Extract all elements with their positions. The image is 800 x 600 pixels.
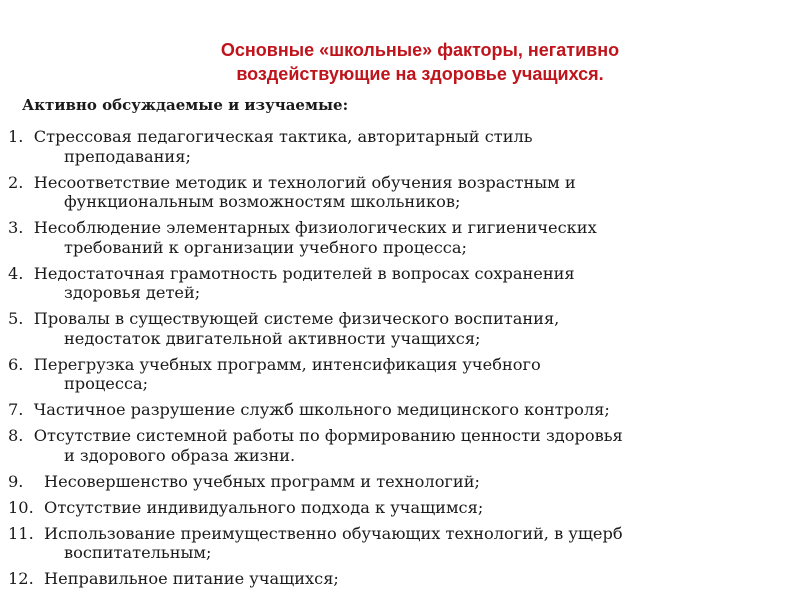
item-number: 3. xyxy=(8,218,24,237)
item-text: Провалы в существующей системе физического воспитания, xyxy=(33,309,560,328)
item-number: 2. xyxy=(8,172,24,192)
item-text: Отсутствие индивидуального подхода к учащимся; xyxy=(44,497,484,517)
item-text: Несоответствие методик и технологий обучения возрастным и xyxy=(33,172,576,192)
slide-title-line2: воздействующие на здоровье учащихся. xyxy=(236,64,604,84)
item-text: Несоблюдение элементарных физиологических и гигиенических xyxy=(33,218,597,237)
item-text: Недостаточная грамотность родителей в вопросах сохранения xyxy=(33,263,575,283)
item-number: 4. xyxy=(8,263,24,283)
factors-list xyxy=(8,127,800,595)
list-item xyxy=(8,355,800,394)
item-text-continued: недостаток двигательной активности учащихся; xyxy=(64,328,481,348)
slide-title xyxy=(80,38,760,86)
subtitle: Активно обсуждаемые и изучаемые: xyxy=(22,96,349,114)
item-text-continued: функциональным возможностям школьников; xyxy=(64,192,461,211)
list-item xyxy=(8,472,800,492)
item-number: 8. xyxy=(8,426,24,445)
item-text-continued: воспитательным; xyxy=(64,543,212,562)
item-text: Несовершенство учебных программ и технологий; xyxy=(44,471,480,491)
list-item xyxy=(8,264,800,303)
list-item xyxy=(8,309,800,348)
slide-title-line1: Основные «школьные» факторы, негативно xyxy=(220,40,620,60)
list-item xyxy=(8,498,800,518)
item-number: 5. xyxy=(8,309,24,328)
item-text: Стрессовая педагогическая тактика, авторитарный стиль xyxy=(33,127,533,146)
item-text-continued: требований к организации учебного процесса; xyxy=(64,237,467,257)
list-item xyxy=(8,127,800,166)
item-text-continued: процесса; xyxy=(64,374,149,393)
item-text: Использование преимущественно обучающих технологий, в ущерб xyxy=(44,523,623,543)
item-text-continued: здоровья детей; xyxy=(64,283,201,302)
list-item xyxy=(8,400,800,420)
list-item xyxy=(8,218,800,257)
item-number: 11. xyxy=(8,523,34,543)
item-number: 7. xyxy=(8,400,24,419)
item-number: 10. xyxy=(8,497,34,517)
list-item xyxy=(8,173,800,212)
item-number: 6. xyxy=(8,354,24,374)
item-text-continued: и здорового образа жизни. xyxy=(64,445,296,465)
item-text: Частичное разрушение служб школьного медицинского контроля; xyxy=(33,400,610,419)
item-text: Неправильное питание учащихся; xyxy=(44,569,339,588)
list-item xyxy=(8,569,800,589)
item-text-continued: преподавания; xyxy=(64,146,191,166)
item-number: 12. xyxy=(8,569,34,588)
item-text: Отсутствие системной работы по формированию ценности здоровья xyxy=(33,426,623,445)
list-item xyxy=(8,524,800,563)
item-number: 1. xyxy=(8,127,24,146)
item-number: 9. xyxy=(8,471,24,491)
item-text: Перегрузка учебных программ, интенсификация учебного xyxy=(33,354,541,374)
list-item xyxy=(8,426,800,465)
